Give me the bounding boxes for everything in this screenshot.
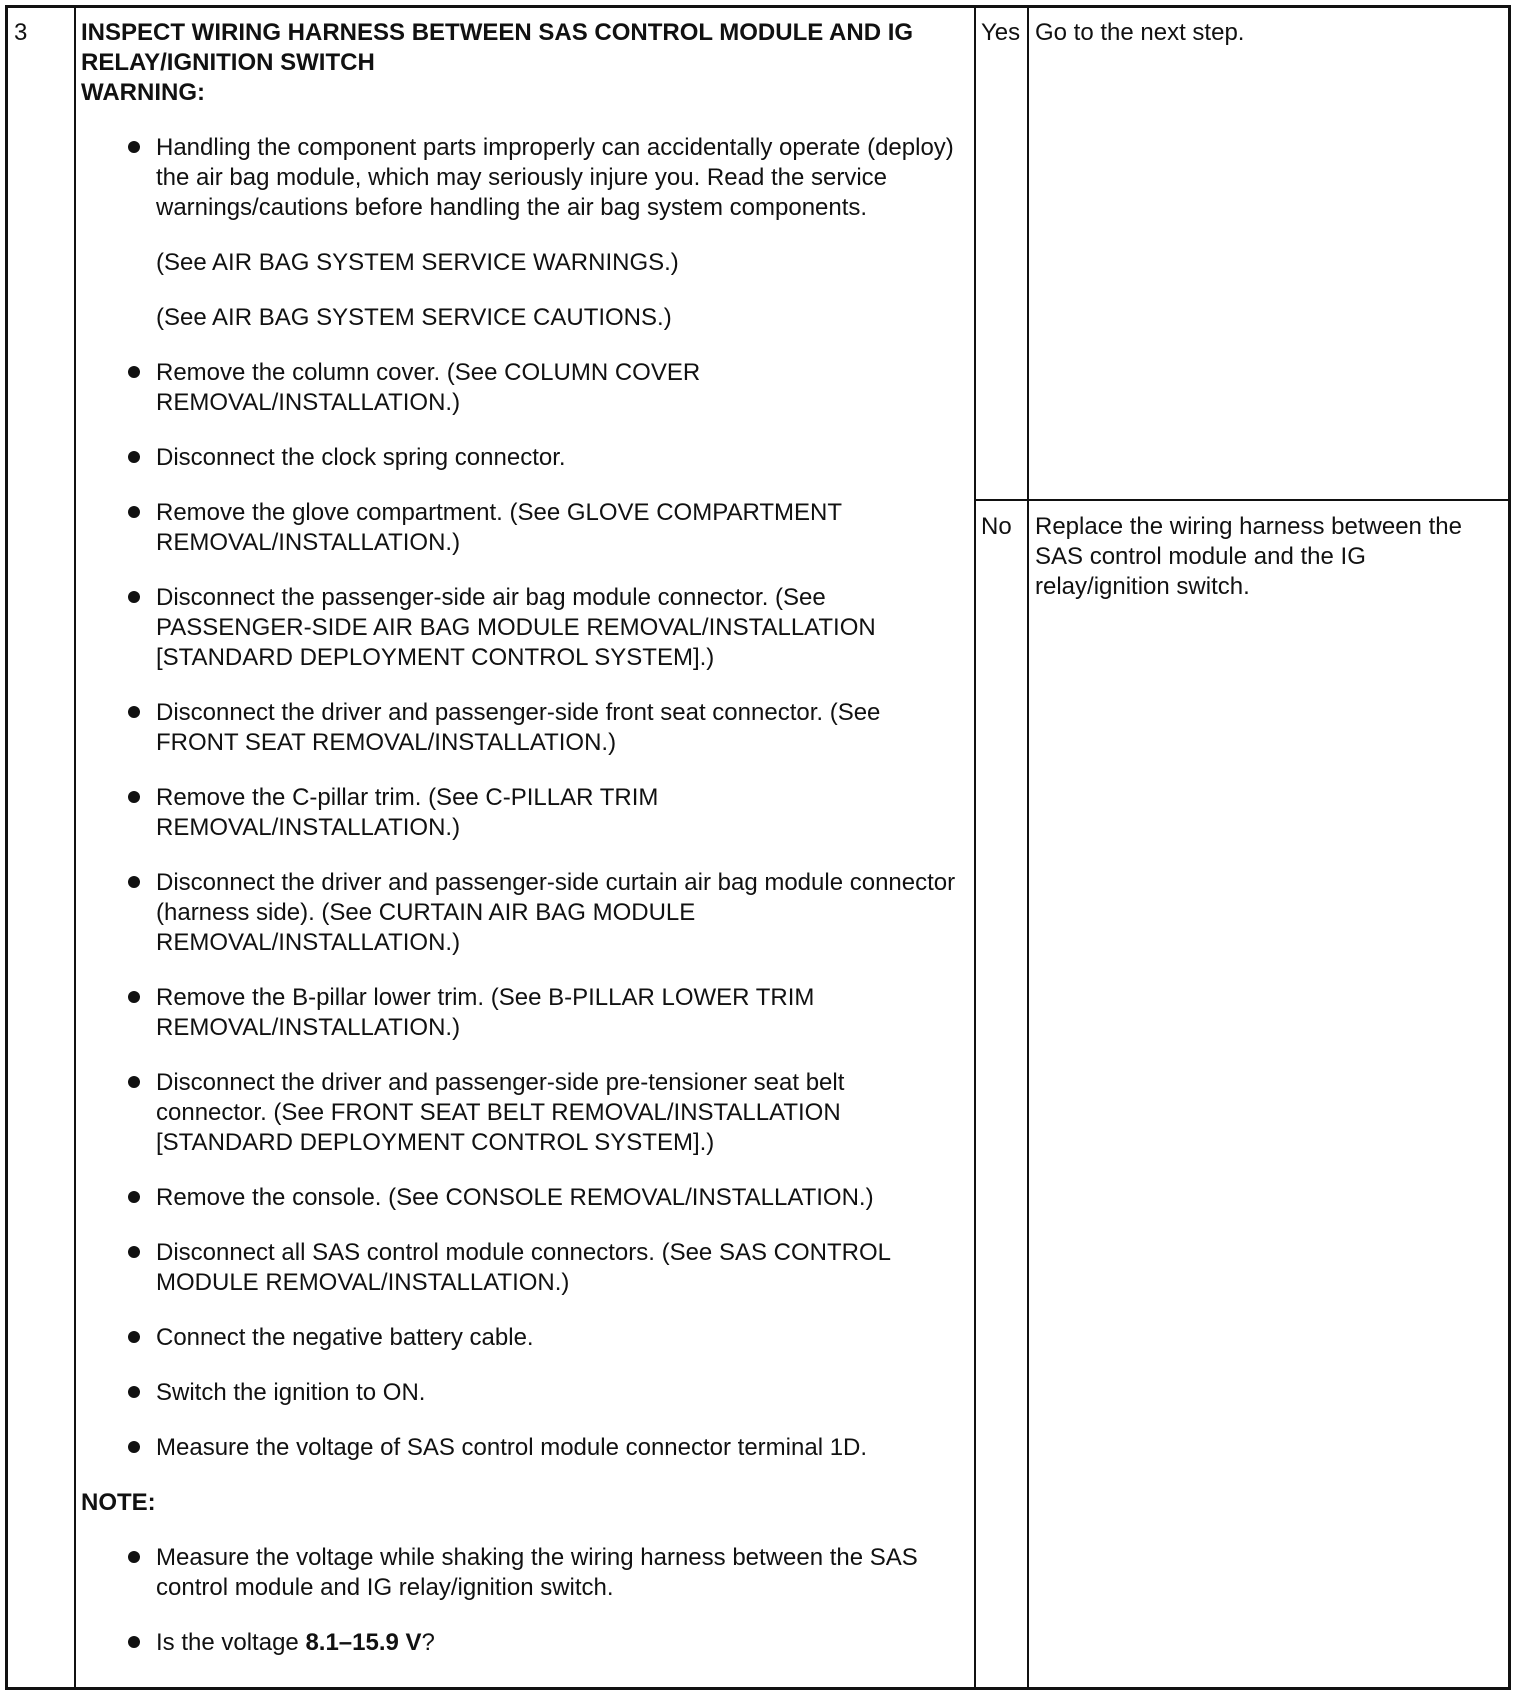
- question-item: Is the voltage 8.1–15.9 V?: [81, 1628, 961, 1658]
- warning-list: [81, 133, 961, 223]
- bullet-icon: [128, 366, 140, 378]
- list-item: Measure the voltage while shaking the wiring harness between the SAS control module and IG relay/ignition switch.: [81, 1543, 961, 1603]
- bullet-icon: [128, 1246, 140, 1258]
- list-item: Disconnect the passenger-side air bag module connector. (See PASSENGER-SIDE AIR BAG MODULE REMOVAL/INSTALLATION [STANDARD DEPLOYMENT CONTROL SYSTEM].): [81, 583, 961, 673]
- bullet-icon: [128, 1331, 140, 1343]
- step-number: 3: [14, 19, 28, 46]
- list-item: Connect the negative battery cable.: [81, 1323, 961, 1353]
- note-list: [81, 1543, 961, 1658]
- bullet-icon: [128, 141, 140, 153]
- bullet-icon: [128, 876, 140, 888]
- no-label: No: [981, 513, 1012, 540]
- column-divider: [1027, 8, 1029, 1687]
- list-item: Remove the console. (See CONSOLE REMOVAL/INSTALLATION.): [81, 1183, 961, 1213]
- column-divider: [74, 8, 76, 1687]
- note-label: NOTE:: [81, 1489, 156, 1516]
- diagnostic-step-table: [5, 5, 1511, 1690]
- list-item: Remove the column cover. (See COLUMN COVER REMOVAL/INSTALLATION.): [81, 358, 961, 418]
- list-item: Disconnect the driver and passenger-side curtain air bag module connector (harness side). (See CURTAIN AIR BAG MODULE REMOVAL/INSTALLATION.): [81, 868, 961, 958]
- step-content: [81, 18, 961, 1658]
- list-item: Remove the B-pillar lower trim. (See B-PILLAR LOWER TRIM REMOVAL/INSTALLATION.): [81, 983, 961, 1043]
- list-item: Switch the ignition to ON.: [81, 1378, 961, 1408]
- list-item: Measure the voltage of SAS control module connector terminal 1D.: [81, 1433, 961, 1463]
- list-item: Disconnect the driver and passenger-side pre-tensioner seat belt connector. (See FRONT SEAT BELT REMOVAL/INSTALLATION [STANDARD DEPLOYMENT CONTROL SYSTEM].): [81, 1068, 961, 1158]
- reference-text: (See AIR BAG SYSTEM SERVICE CAUTIONS.): [156, 304, 672, 331]
- bullet-icon: [128, 706, 140, 718]
- yes-label: Yes: [981, 19, 1021, 46]
- bullet-icon: [128, 1191, 140, 1203]
- voltage-spec: 8.1–15.9 V: [305, 1629, 422, 1656]
- reference-text: (See AIR BAG SYSTEM SERVICE WARNINGS.): [156, 249, 679, 276]
- bullet-icon: [128, 791, 140, 803]
- warning-label: WARNING:: [81, 79, 205, 106]
- list-item: Handling the component parts improperly can accidentally operate (deploy) the air bag module, which may seriously injure you. Read the service warnings/cautions before handling the air bag system components.: [81, 133, 961, 223]
- list-item: Disconnect the driver and passenger-side front seat connector. (See FRONT SEAT REMOVAL/INSTALLATION.): [81, 698, 961, 758]
- bullet-icon: [128, 1441, 140, 1453]
- step-title: INSPECT WIRING HARNESS BETWEEN SAS CONTROL MODULE AND IG RELAY/IGNITION SWITCH: [81, 19, 914, 76]
- bullet-icon: [128, 1551, 140, 1563]
- bullet-icon: [128, 1636, 140, 1648]
- bullet-icon: [128, 451, 140, 463]
- no-action: Replace the wiring harness between the SAS control module and the IG relay/ignition switch.: [1035, 513, 1462, 600]
- procedure-list: [81, 358, 961, 1463]
- bullet-icon: [128, 506, 140, 518]
- list-item: Remove the C-pillar trim. (See C-PILLAR TRIM REMOVAL/INSTALLATION.): [81, 783, 961, 843]
- yes-action: Go to the next step.: [1035, 19, 1245, 46]
- bullet-icon: [128, 1386, 140, 1398]
- column-divider: [974, 8, 976, 1687]
- bullet-icon: [128, 591, 140, 603]
- row-divider: [976, 499, 1508, 501]
- bullet-icon: [128, 991, 140, 1003]
- list-item: Disconnect all SAS control module connectors. (See SAS CONTROL MODULE REMOVAL/INSTALLATION.): [81, 1238, 961, 1298]
- list-item: Disconnect the clock spring connector.: [81, 443, 961, 473]
- list-item: Remove the glove compartment. (See GLOVE COMPARTMENT REMOVAL/INSTALLATION.): [81, 498, 961, 558]
- bullet-icon: [128, 1076, 140, 1088]
